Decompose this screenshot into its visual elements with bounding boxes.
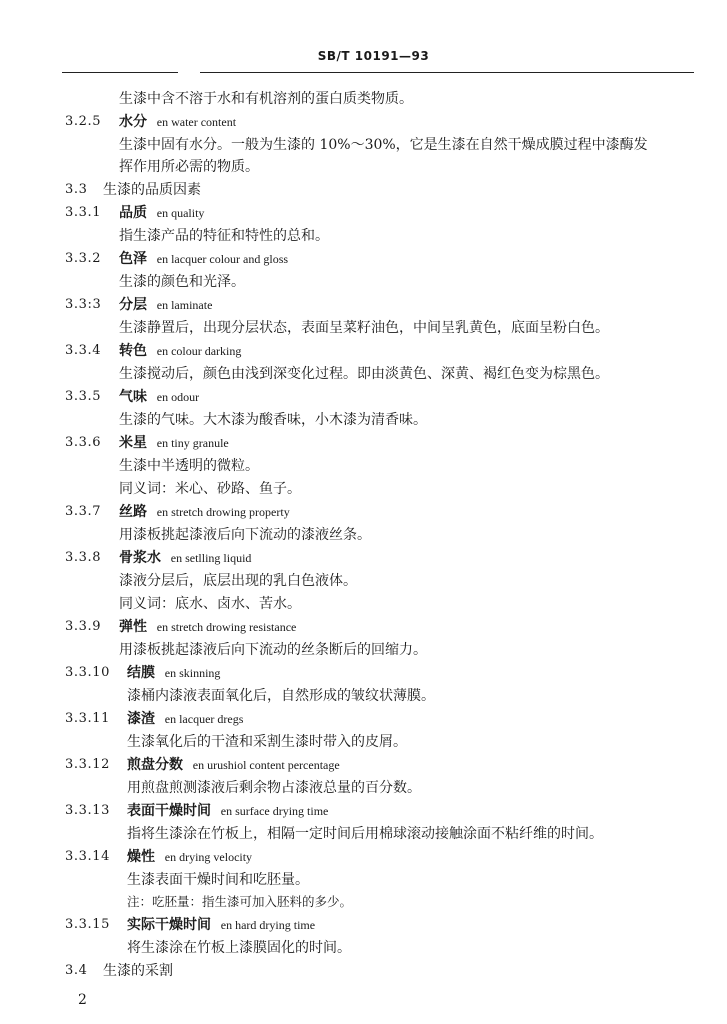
term-name: 气味	[119, 389, 147, 405]
term-line	[127, 664, 220, 682]
section-title: 生漆的品质因素	[103, 182, 201, 198]
term-name: 丝路	[119, 504, 147, 520]
term-name: 漆渣	[127, 711, 155, 727]
term-name: 煎盘分数	[127, 757, 183, 773]
term-name: 弹性	[119, 619, 147, 635]
clause-number: 3.3.4	[65, 343, 102, 358]
body-line: 生漆中含不溶于水和有机溶剂的蛋白质类物质。	[119, 91, 413, 107]
clause-number: 3.3.11	[65, 711, 110, 726]
term-line	[119, 503, 290, 521]
term-english: en tiny granule	[156, 436, 229, 450]
term-line	[119, 113, 236, 131]
definition-line: 生漆表面干燥时间和吃胚量。	[127, 872, 309, 888]
term-english: en lacquer colour and gloss	[156, 252, 289, 266]
term-english: en skinning	[164, 666, 221, 680]
term-english: en lacquer dregs	[164, 712, 244, 726]
document-code-header: SB/T 10191—93	[317, 49, 430, 63]
definition-line: 生漆的气味。大木漆为酸香味，小木漆为清香味。	[119, 412, 427, 428]
section-number: 3.3	[65, 182, 88, 197]
page-number: 2	[78, 992, 87, 1008]
section-title: 生漆的采割	[103, 963, 173, 979]
header-rule	[62, 72, 694, 73]
term-name: 转色	[119, 343, 147, 359]
term-line	[127, 848, 252, 866]
clause-number: 3.3.12	[65, 757, 110, 772]
definition-line: 用漆板挑起漆液后向下流动的漆液丝条。	[119, 527, 371, 543]
term-line	[119, 296, 212, 314]
definition-line: 指生漆产品的特征和特性的总和。	[119, 228, 329, 244]
clause-number: 3.3.2	[65, 251, 102, 266]
term-line	[119, 434, 229, 452]
definition-line: 指将生漆涂在竹板上，相隔一定时间后用棉球滚动接触涂面不粘纤维的时间。	[127, 826, 603, 842]
definition-line: 生漆搅动后，颜色由浅到深变化过程。即由淡黄色、深黄、褐红色变为棕黑色。	[119, 366, 609, 382]
term-english: en urushiol content percentage	[192, 758, 340, 772]
term-name: 表面干燥时间	[127, 803, 211, 819]
clause-number: 3.3.13	[65, 803, 110, 818]
term-english: en stretch drowing property	[156, 505, 290, 519]
term-name: 结膜	[127, 665, 155, 681]
clause-number: 3.3.10	[65, 665, 110, 680]
term-english: en odour	[156, 390, 200, 404]
term-english: en surface drying time	[220, 804, 329, 818]
clause-number: 3.3:3	[65, 297, 102, 312]
definition-line: 用煎盘煎测漆液后剩余物占漆液总量的百分数。	[127, 780, 421, 796]
term-line	[119, 549, 251, 567]
clause-number: 3.3.8	[65, 550, 102, 565]
term-line	[119, 250, 288, 268]
definition-line: 挥作用所必需的物质。	[119, 159, 259, 175]
term-line	[127, 756, 340, 774]
header-rule-gap	[178, 70, 200, 75]
term-name: 色泽	[119, 251, 147, 267]
definition-line: 用漆板挑起漆液后向下流动的丝条断后的回缩力。	[119, 642, 427, 658]
note-line: 注：吃胚量：指生漆可加入胚料的多少。	[127, 894, 353, 909]
term-name: 米星	[119, 435, 147, 451]
definition-line: 生漆氧化后的干渣和采割生漆时带入的皮屑。	[127, 734, 407, 750]
clause-number: 3.3.5	[65, 389, 102, 404]
term-line	[127, 710, 243, 728]
term-line	[119, 618, 296, 636]
definition-line: 生漆的颜色和光泽。	[119, 274, 245, 290]
definition-line: 生漆静置后，出现分层状态，表面呈菜籽油色，中间呈乳黄色，底面呈粉白色。	[119, 320, 609, 336]
term-name: 燥性	[127, 849, 155, 865]
term-english: en setlling liquid	[170, 551, 252, 565]
synonym-line: 同义词：米心、砂路、鱼子。	[119, 481, 301, 497]
clause-number: 3.3.9	[65, 619, 102, 634]
clause-number: 3.3.14	[65, 849, 110, 864]
term-name: 水分	[119, 114, 147, 130]
definition-line: 漆桶内漆液表面氧化后，自然形成的皱纹状薄膜。	[127, 688, 435, 704]
term-english: en quality	[156, 206, 205, 220]
definition-line: 生漆中半透明的微粒。	[119, 458, 259, 474]
clause-number: 3.3.6	[65, 435, 102, 450]
term-name: 分层	[119, 297, 147, 313]
term-english: en laminate	[156, 298, 213, 312]
term-line	[119, 388, 199, 406]
term-name: 品质	[119, 205, 147, 221]
definition-line: 生漆中固有水分。一般为生漆的 10%～30%，它是生漆在自然干燥成膜过程中漆酶发	[119, 137, 648, 153]
term-english: en hard drying time	[220, 918, 316, 932]
clause-number: 3.2.5	[65, 114, 102, 129]
definition-line: 将生漆涂在竹板上漆膜固化的时间。	[127, 940, 351, 956]
term-name: 实际干燥时间	[127, 917, 211, 933]
term-english: en water content	[156, 115, 237, 129]
term-english: en colour darking	[156, 344, 242, 358]
term-line	[127, 916, 315, 934]
section-number: 3.4	[65, 963, 88, 978]
term-english: en stretch drowing resistance	[156, 620, 297, 634]
clause-number: 3.3.7	[65, 504, 102, 519]
term-english: en drying velocity	[164, 850, 253, 864]
clause-number: 3.3.15	[65, 917, 110, 932]
clause-number: 3.3.1	[65, 205, 102, 220]
synonym-line: 同义词：底水、卤水、苦水。	[119, 596, 301, 612]
term-line	[119, 204, 204, 222]
term-name: 骨浆水	[119, 550, 161, 566]
term-line	[127, 802, 328, 820]
term-line	[119, 342, 241, 360]
definition-line: 漆液分层后，底层出现的乳白色液体。	[119, 573, 357, 589]
